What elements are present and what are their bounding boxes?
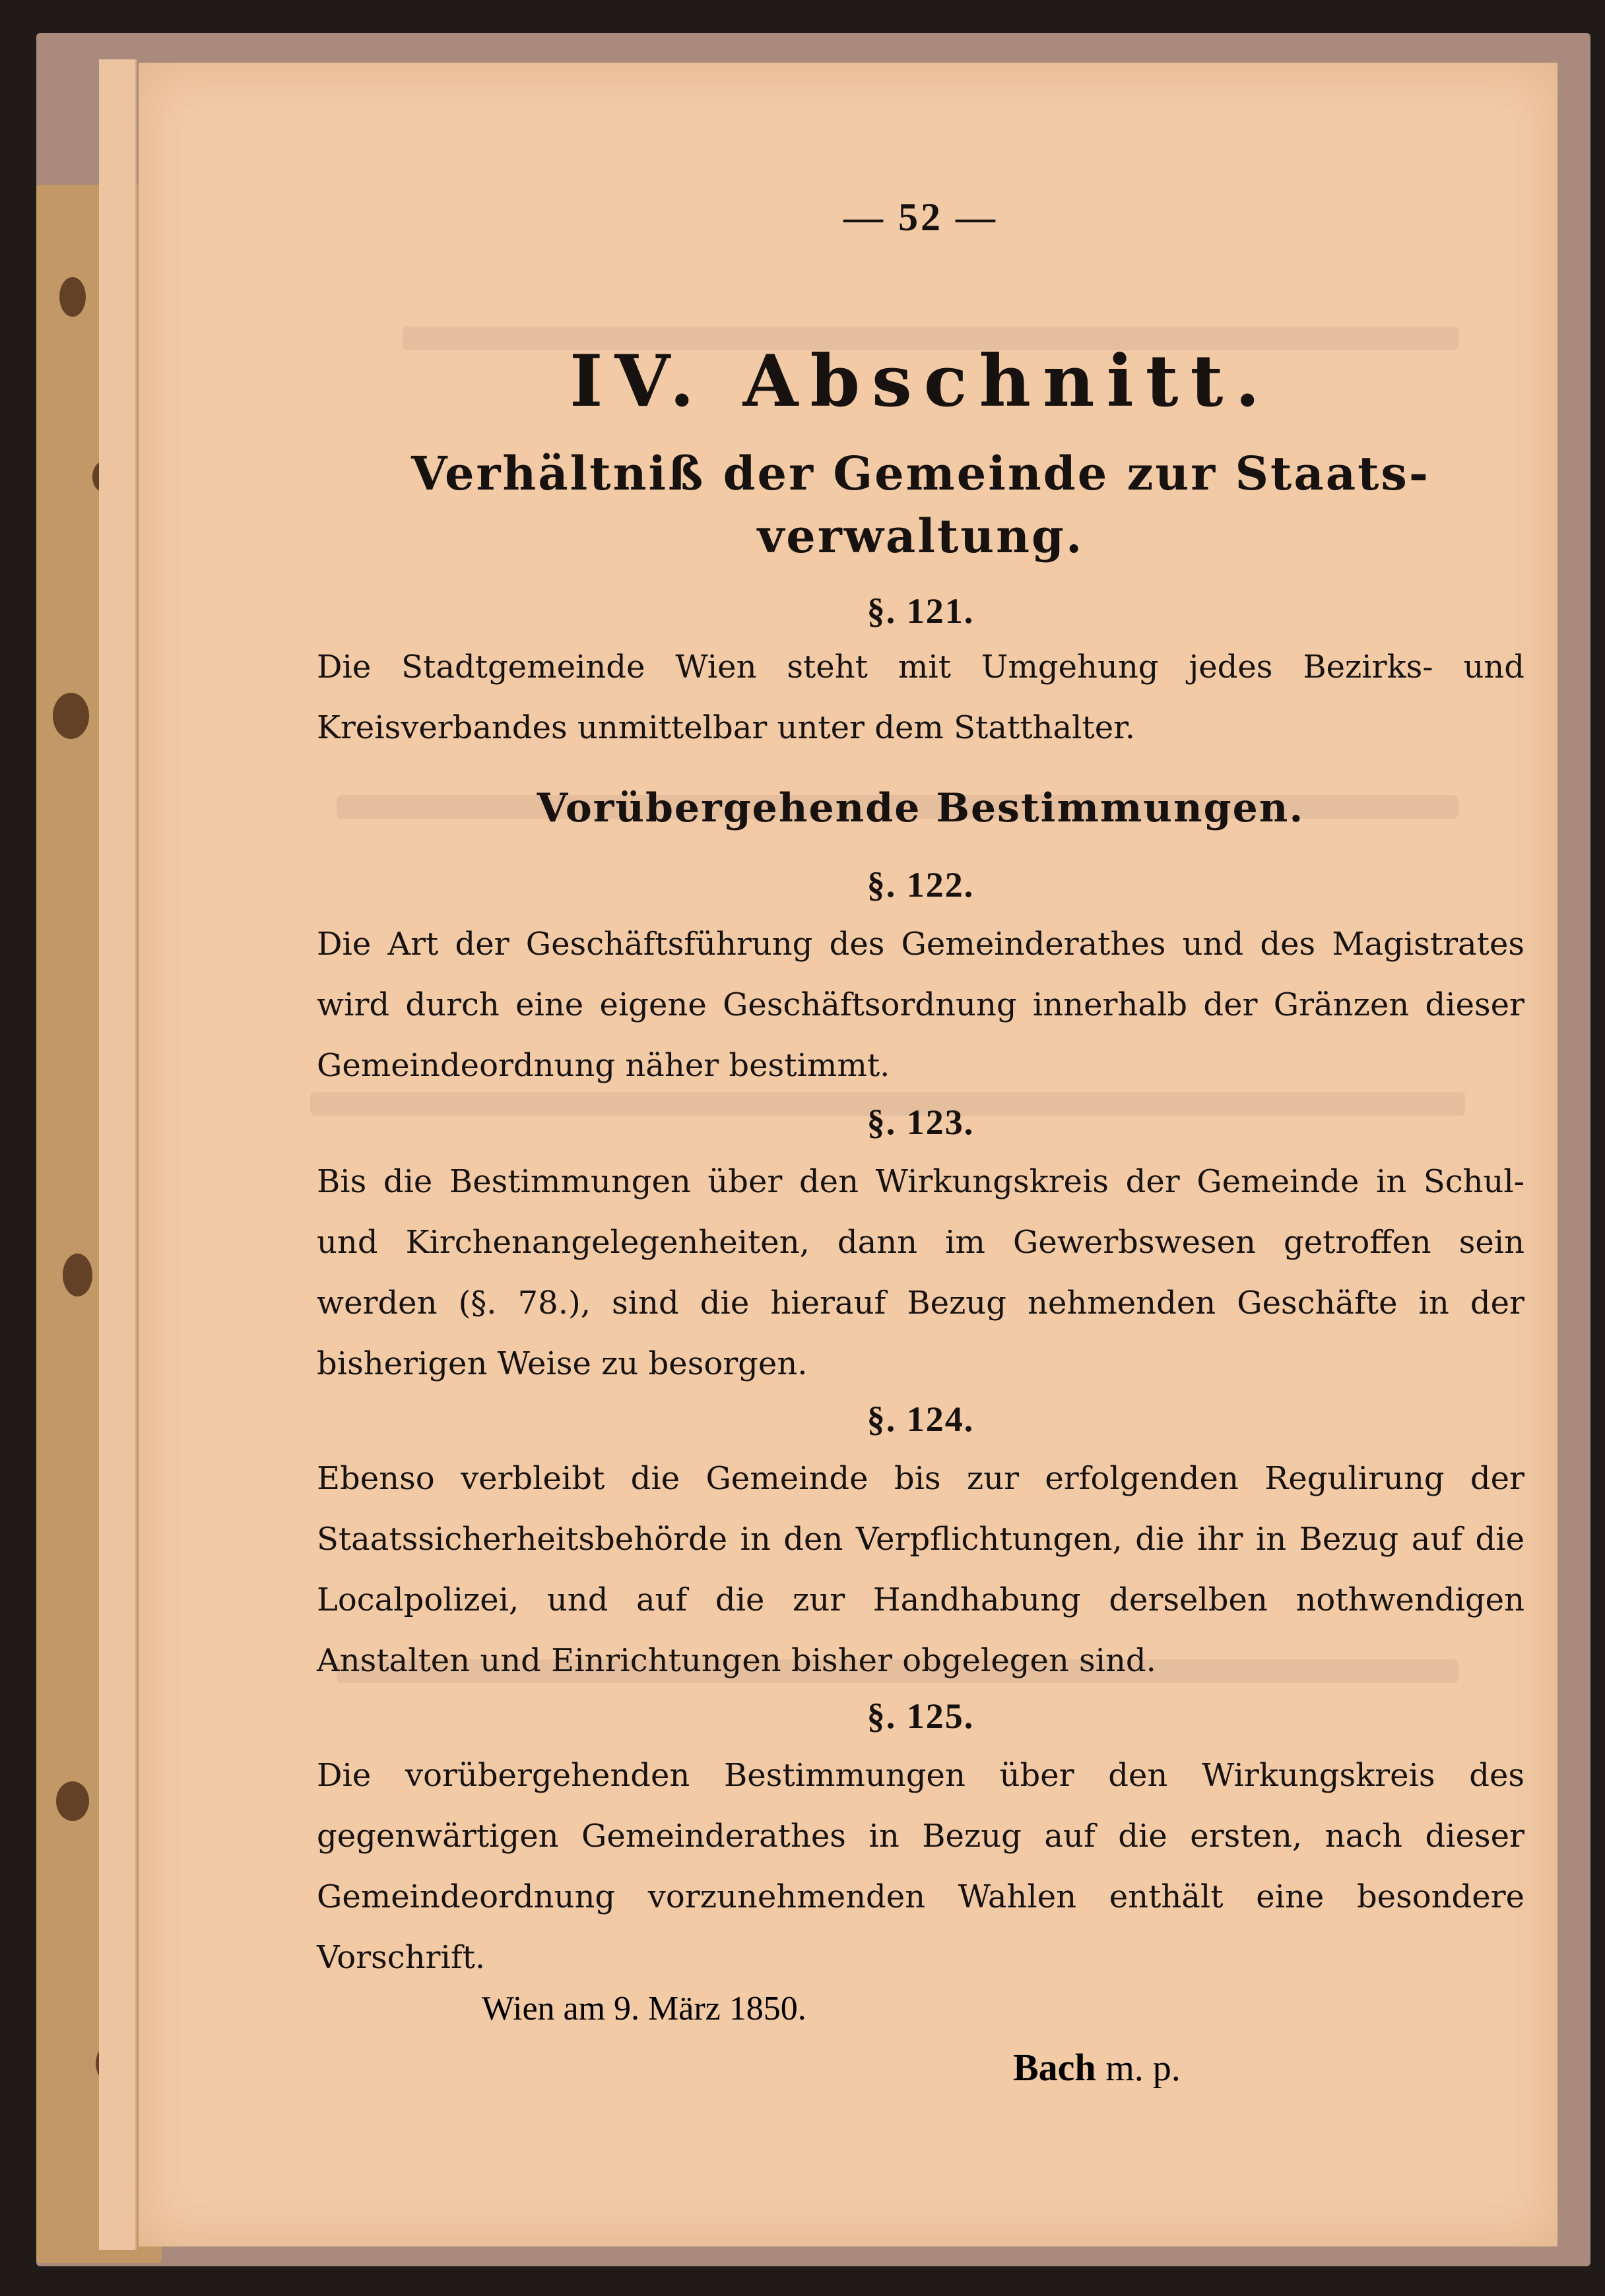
section-number: §. 122.: [867, 865, 975, 905]
page-edge: [115, 59, 137, 2250]
section-number: §. 123.: [867, 1102, 975, 1142]
foxing-spot: [63, 1254, 92, 1296]
signature-name: Bach: [1013, 2046, 1096, 2089]
foxing-spot: [59, 277, 86, 317]
signature: [1013, 2045, 1181, 2089]
chapter-heading: IV. Abschnitt.: [570, 340, 1272, 423]
book-page: [139, 63, 1557, 2247]
section-text: Bis die Bestimmungen über den Wirkungskreis der Gemeinde in Schul- und Kirchenangelegenheiten, dann im Gewerbswesen getroffen sein werden (§. 78.), sind die hierauf Bezug nehmenden Geschäfte in der bisherigen Weise zu besorgen.: [317, 1163, 1524, 1382]
chapter-title: Verhältniß der Gemeinde zur Staats-verwaltung.: [411, 446, 1430, 563]
section-number: §. 121.: [867, 591, 975, 631]
foxing-spot: [53, 693, 89, 739]
signature-suffix: m. p.: [1105, 2048, 1181, 2089]
page-number: — 52 —: [843, 195, 998, 239]
section-text: Die Stadtgemeinde Wien steht mit Umgehung jedes Bezirks- und Kreisverbandes unmittelbar unter dem Statthalter.: [317, 649, 1524, 746]
section-number: §. 124.: [867, 1399, 975, 1439]
section-number: §. 125.: [867, 1696, 975, 1736]
foxing-spot: [56, 1781, 89, 1821]
place-date: Wien am 9. März 1850.: [482, 1990, 806, 2027]
transitional-heading: Vorübergehende Bestimmungen.: [537, 785, 1305, 831]
section-text: Die vorübergehenden Bestimmungen über den Wirkungskreis des gegenwärtigen Gemeinderathes in Bezug auf die ersten, nach dieser Gemeindeordnung vorzunehmenden Wahlen enthält eine besondere Vorschrift.: [317, 1757, 1524, 1976]
section-text: Ebenso verbleibt die Gemeinde bis zur erfolgenden Regulirung der Staatssicherheitsbehörde in den Verpflichtungen, die ihr in Bezug auf die Localpolizei, und auf die zur Handhabung derselben nothwendigen Anstalten und Einrichtungen bisher obgelegen sind.: [317, 1460, 1524, 1679]
section-text: Die Art der Geschäftsführung des Gemeinderathes und des Magistrates wird durch eine eigene Geschäftsordnung innerhalb der Gränzen dieser Gemeindeordnung näher bestimmt.: [317, 926, 1524, 1084]
